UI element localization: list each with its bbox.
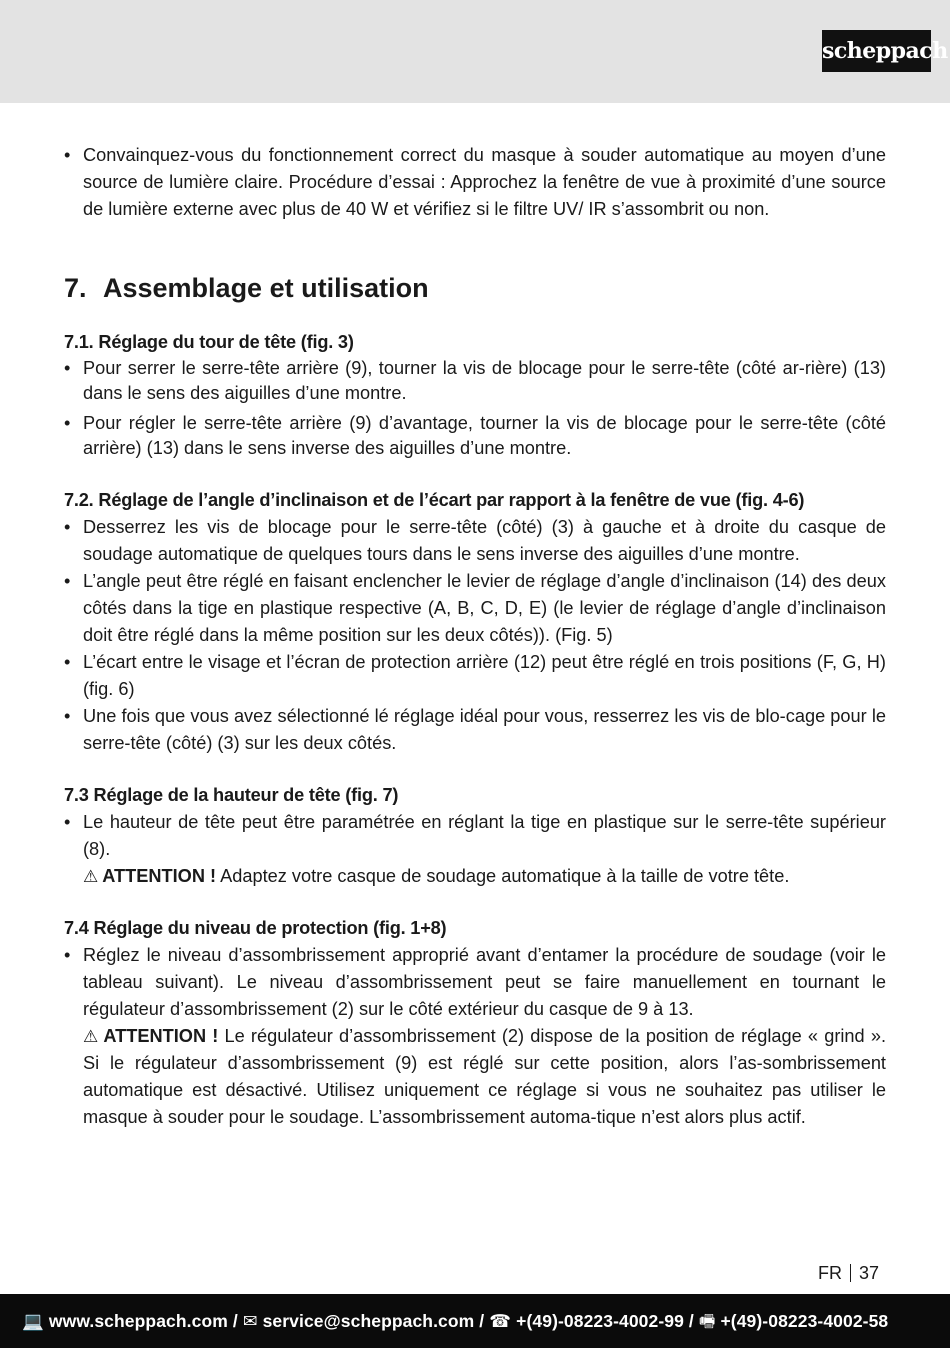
attention-label: ATTENTION ! — [103, 1026, 219, 1046]
list-item — [64, 142, 886, 223]
subsection-title-7-2: 7.2. Réglage de l’angle d’inclinaison et de l’écart par rapport à la fenêtre de vue (fig. 4-6) — [64, 490, 805, 510]
page-number — [818, 1262, 879, 1284]
list-item — [64, 649, 886, 703]
page-footer — [0, 1294, 950, 1348]
page-header — [0, 0, 950, 103]
language-code: FR — [818, 1263, 842, 1283]
attention-text: Adaptez votre casque de soudage automatique à la taille de votre tête. — [216, 866, 790, 886]
list-item — [64, 568, 886, 649]
list-7-2 — [64, 514, 886, 757]
computer-icon: 💻 — [22, 1311, 44, 1331]
scheppach-logo: scheppach — [822, 30, 931, 72]
item-text: Pour serrer le serre-tête arrière (9), tourner la vis de blocage pour le serre-tête (côté ar-rière) (13) dans le sens des aiguilles d’une montre. — [83, 358, 886, 403]
subsection-title-7-1: 7.1. Réglage du tour de tête (fig. 3) — [64, 332, 354, 352]
intro-text: Convainquez-vous du fonctionnement correct du masque à souder automatique au moyen d’une source de lumière claire. Procédure d’essai : Approchez la fenêtre de vue à proximité d’une source de lumière externe avec plus de 40 W et vérifiez si le filtre UV/ IR s’assombrit ou non. — [83, 145, 886, 219]
warning-icon: ⚠ — [83, 867, 99, 886]
item-text: Pour régler le serre-tête arrière (9) d’avantage, tourner la vis de blocage pour le serre-tête (côté arrière) (13) dans le sens inverse des aiguilles d’une montre. — [83, 413, 886, 458]
item-text: L’angle peut être réglé en faisant enclencher le levier de réglage d’angle d’inclinaison (14) des deux côtés dans la tige en plastique respective (A, B, C, D, E) (le levier de réglage d’angle d’inclinaison doit être réglé dans la même position sur les deux côtés)). (Fig. 5) — [83, 571, 886, 645]
list-7-3 — [64, 809, 886, 890]
footer-website[interactable]: www.scheppach.com / — [48, 1311, 238, 1331]
list-item — [64, 411, 886, 460]
bullet: • — [64, 812, 71, 832]
bullet: • — [64, 413, 71, 433]
attention-text: Le régulateur d’assombrissement (2) dispose de la position de réglage « grind ». Si le régulateur d’assombrissement (9) est réglé sur cette position, alors l’as-sombrissement automatique est désactivé. Utilisez uniquement ce réglage si vous ne souhaitez pas utiliser le masque à souder pour le soudage. L’assombrissement automa-tique n’est alors plus actif. — [83, 1026, 887, 1127]
list-item — [64, 703, 886, 757]
bullet: • — [64, 706, 71, 726]
bullet: • — [64, 358, 71, 378]
attention-note — [83, 863, 886, 890]
item-text: Desserrez les vis de blocage pour le serre-tête (côté) (3) à gauche et à droite du casque de soudage automatique de quelques tours dans le sens inverse des aiguilles d’une montre. — [83, 517, 886, 564]
list-7-1 — [64, 356, 886, 460]
subsection-title-7-3: 7.3 Réglage de la hauteur de tête (fig. 7) — [64, 785, 399, 805]
footer-phone: +(49)-08223-4002-99 / — [516, 1311, 694, 1331]
footer-fax: +(49)-08223-4002-58 — [720, 1311, 889, 1331]
fax-icon: 🖷 — [698, 1311, 716, 1331]
attention-label: ATTENTION ! — [102, 866, 217, 886]
warning-icon: ⚠ — [83, 1027, 100, 1046]
page-content — [64, 142, 886, 1131]
item-text: L’écart entre le visage et l’écran de protection arrière (12) peut être réglé en trois positions (F, G, H) (fig. 6) — [83, 652, 886, 699]
page-number-value: 37 — [859, 1263, 880, 1283]
section-heading — [64, 271, 886, 305]
item-text: Réglez le niveau d’assombrissement approprié avant d’entamer la procédure de soudage (voir le tableau suivant). Le niveau d’assombrissement peut se faire manuellement en tournant le régulateur d’assombrissement (2) sur le côté extérieur du casque de 9 à 13. — [83, 945, 886, 1019]
list-item — [64, 514, 886, 568]
attention-note — [83, 1023, 886, 1131]
bullet: • — [64, 652, 71, 672]
bullet: • — [64, 945, 71, 965]
list-item — [64, 809, 886, 890]
list-7-4 — [64, 942, 886, 1131]
list-item — [64, 356, 886, 405]
section-title: Assemblage et utilisation — [103, 273, 429, 303]
list-item — [64, 942, 886, 1131]
bullet: • — [64, 145, 71, 165]
subsection-title-7-4: 7.4 Réglage du niveau de protection (fig. 1+8) — [64, 918, 447, 938]
item-text: Une fois que vous avez sélectionné lé réglage idéal pour vous, resserrez les vis de blo-cage pour le serre-tête (côté) (3) sur les deux côtés. — [83, 706, 886, 753]
divider — [850, 1264, 851, 1282]
footer-contact — [22, 1309, 888, 1339]
mail-icon: ✉ — [242, 1311, 258, 1331]
footer-email[interactable]: service@scheppach.com / — [262, 1311, 485, 1331]
phone-icon: ☎ — [489, 1311, 512, 1331]
item-text: Le hauteur de tête peut être paramétrée en réglant la tige en plastique sur le serre-tête supérieur (8). — [83, 812, 886, 859]
intro-list — [64, 142, 886, 223]
bullet: • — [64, 517, 71, 537]
section-number: 7. — [64, 273, 87, 303]
bullet: • — [64, 571, 71, 591]
